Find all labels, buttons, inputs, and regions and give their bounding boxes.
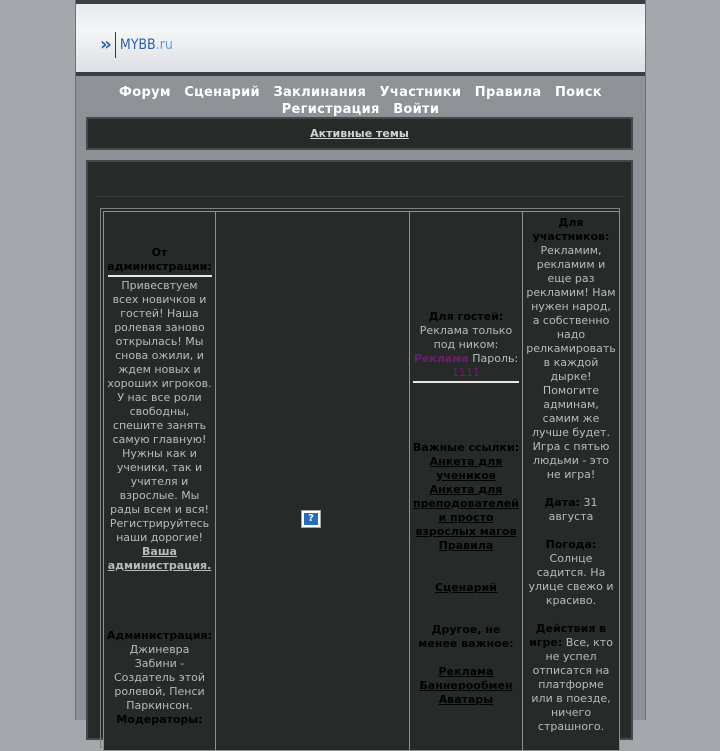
guests-text: Реклама только под ником:	[419, 324, 513, 351]
nav-scenario[interactable]: Сценарий	[184, 85, 260, 100]
nav-forum[interactable]: Форум	[119, 85, 171, 100]
members-column	[522, 211, 620, 751]
divider	[413, 381, 519, 383]
admin-message-text: Привесвтуем всех новичков и гостей! Наша ролевая заново открылась! Мы снова ожили, и ждем новых и хороших игроков. У нас все роли свободны, спешите занять самую главную! Нужны как и ученики, так и учителя и взрослые. Мы рады всем и вся! Регистрируйтесь наши дорогие!	[107, 279, 212, 544]
page-wrapper	[75, 0, 646, 733]
main-panel	[86, 160, 633, 740]
guest-password: 1111	[452, 366, 480, 379]
logo-text: MYBB.ru	[119, 37, 173, 53]
chevron-icon: ››	[100, 34, 109, 55]
admin-message-heading: От администрации:	[107, 246, 212, 273]
date-value: 31 августа	[548, 496, 598, 523]
site-logo[interactable]	[100, 32, 173, 58]
guests-heading: Для гостей:	[428, 310, 504, 323]
members-text: Рекламим, рекламим и еще раз рекламим! Нам нужен народ, а собственно надо релкамировать в каждой дырке! Помогите админам, самим же лучше будет. Игра с пятью людьми - это не игра!	[526, 244, 616, 481]
center-column	[215, 211, 410, 751]
link-ads[interactable]: Реклама	[438, 665, 494, 678]
guest-nick: Реклама	[413, 352, 469, 365]
date-label: Дата:	[544, 496, 580, 509]
moderators-heading: Модераторы:	[116, 713, 203, 726]
administration-text: Джиневра Забини - Создатель этой ролевой, Пенси Паркинсон.	[113, 643, 206, 712]
link-avatars[interactable]: Аватары	[438, 693, 494, 706]
guest-credentials	[412, 352, 520, 380]
admin-signature: Ваша администрация.	[107, 545, 212, 572]
main-nav	[76, 76, 645, 117]
nav-rules[interactable]: Правила	[474, 85, 542, 100]
members-heading: Для участников:	[532, 216, 610, 243]
link-scenario[interactable]: Сценарий	[435, 581, 497, 594]
link-rules[interactable]: Правила	[438, 539, 494, 552]
nav-members[interactable]: Участники	[379, 85, 462, 100]
game-actions	[526, 622, 616, 734]
nav-register[interactable]: Регистрация	[281, 102, 380, 117]
link-teacher-form[interactable]: Анкета для преподователей и просто взрослых магов	[413, 483, 519, 538]
nav-search[interactable]: Поиск	[554, 85, 602, 100]
other-heading: Другое, не менее важное:	[418, 623, 514, 650]
active-topics-box	[86, 117, 633, 150]
nav-spells[interactable]: Заклинания	[273, 85, 367, 100]
game-date	[526, 496, 616, 524]
info-table	[100, 208, 620, 748]
link-banner-exchange[interactable]: Баннерообмен	[419, 679, 513, 692]
active-topics-link[interactable]: Активные темы	[310, 127, 409, 140]
panel-separator	[96, 196, 623, 197]
logo-divider	[115, 32, 116, 58]
header	[76, 4, 645, 72]
admin-column	[103, 211, 216, 751]
link-student-form[interactable]: Анкета для учеников	[429, 455, 503, 482]
weather-text: Солнце садится. На улице свежо и красиво.	[528, 552, 614, 607]
links-heading: Важные ссылки:	[412, 441, 520, 454]
divider	[108, 275, 212, 277]
question-icon: ?	[301, 510, 321, 528]
administration-heading: Администрация:	[107, 629, 212, 642]
actions-text: Все, кто не успел отписатся на платформе или в поезде, ничего страшного.	[531, 636, 613, 733]
links-column	[409, 211, 523, 751]
weather-heading: Погода:	[545, 538, 597, 551]
password-label: Пароль:	[472, 352, 519, 365]
nav-login[interactable]: Войти	[393, 102, 440, 117]
actions-heading: Действия в игре:	[529, 622, 607, 649]
